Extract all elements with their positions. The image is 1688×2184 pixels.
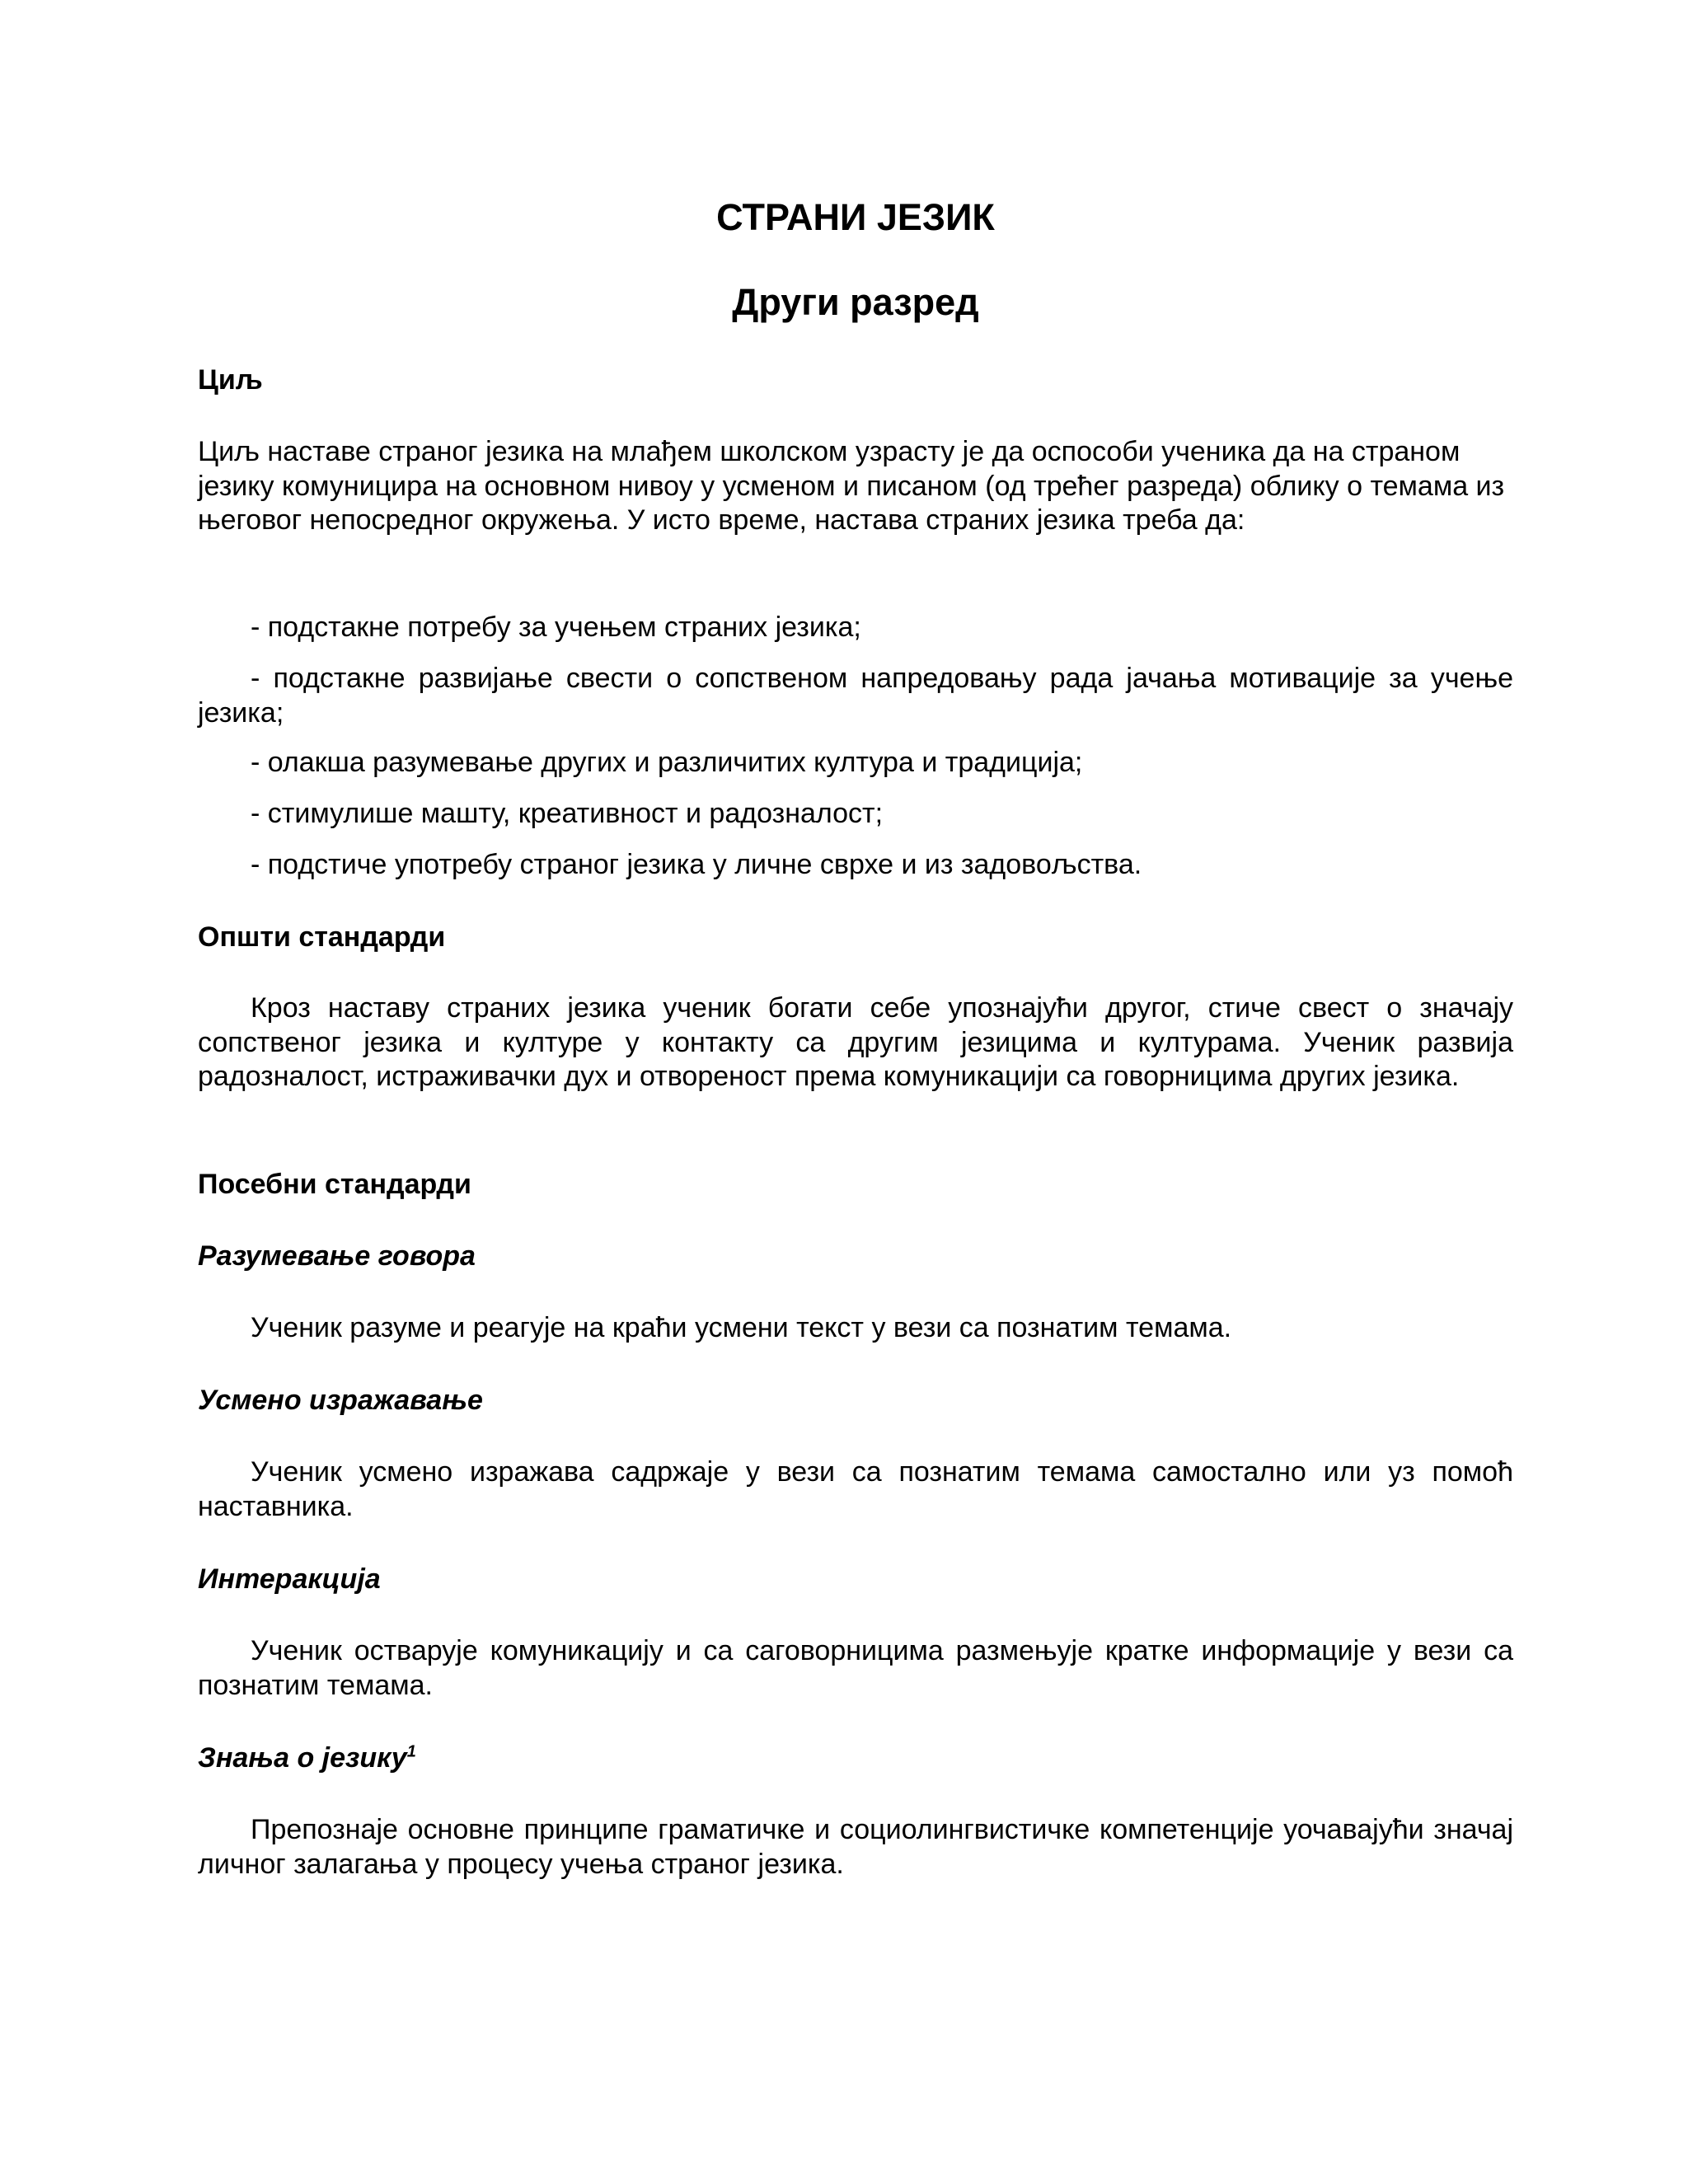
goal-bullet-1: - подстакне потребу за учењем страних језика; <box>251 612 861 643</box>
interaction-paragraph: Ученик остварује комуникацију и са саговорницима размењује кратке информације у вези са познатим темама. <box>198 1635 1513 1701</box>
speaking-heading: Усмено изражавање <box>198 1385 483 1416</box>
general-standards-heading: Општи стандарди <box>198 921 446 953</box>
listening-heading: Разумевање говора <box>198 1240 476 1272</box>
goal-intro-paragraph: Циљ наставе страног језика на млађем школском узрасту је да оспособи ученика да на страном језику комуницира на основном нивоу у усменом и писаном (од трећег разреда) облику о темама из његовог непосредног окружења. У исто време, настава страних језика треба да: <box>198 436 1505 536</box>
page-title: СТРАНИ ЈЕЗИК <box>716 196 995 238</box>
language-knowledge-heading-text: Знања о језику <box>198 1742 407 1774</box>
goal-bullet-3: - олакша разумевање других и различитих култура и традиција; <box>251 747 1083 778</box>
listening-paragraph: Ученик разуме и реагује на краћи усмени текст у вези са познатим темама. <box>251 1312 1232 1343</box>
goal-bullet-5: - подстиче употребу страног језика у личне сврхе и из задовољства. <box>251 849 1142 880</box>
language-knowledge-heading <box>198 1741 416 1775</box>
language-knowledge-paragraph: Препознаје основне принципе граматичке и социолингвистичке компетенције уочавајући значај личног залагања у процесу учења страног језика. <box>198 1814 1513 1880</box>
general-standards-paragraph: Кроз наставу страних језика ученик богати себе упознајући другог, стиче свест о значају сопственог језика и културе у контакту са другим језицима и културама. Ученик развија радозналост, истраживачки дух и отвореност према комуникацији са говорницима других језика. <box>198 992 1513 1092</box>
page-subtitle: Други разред <box>732 281 979 323</box>
speaking-paragraph: Ученик усмено изражава садржаје у вези са познатим темама самостално или уз помоћ наставника. <box>198 1456 1513 1522</box>
specific-standards-heading: Посебни стандарди <box>198 1169 471 1200</box>
footnote-marker: 1 <box>406 1742 416 1761</box>
interaction-heading: Интеракција <box>198 1563 381 1595</box>
goal-heading: Циљ <box>198 364 263 396</box>
document-page <box>198 0 1513 2184</box>
goal-bullet-4: - стимулише машту, креативност и радозналост; <box>251 798 884 829</box>
goal-bullet-2: - подстакне развијање свести о сопственом напредовању рада јачања мотивације за учење језика; <box>198 663 1513 729</box>
